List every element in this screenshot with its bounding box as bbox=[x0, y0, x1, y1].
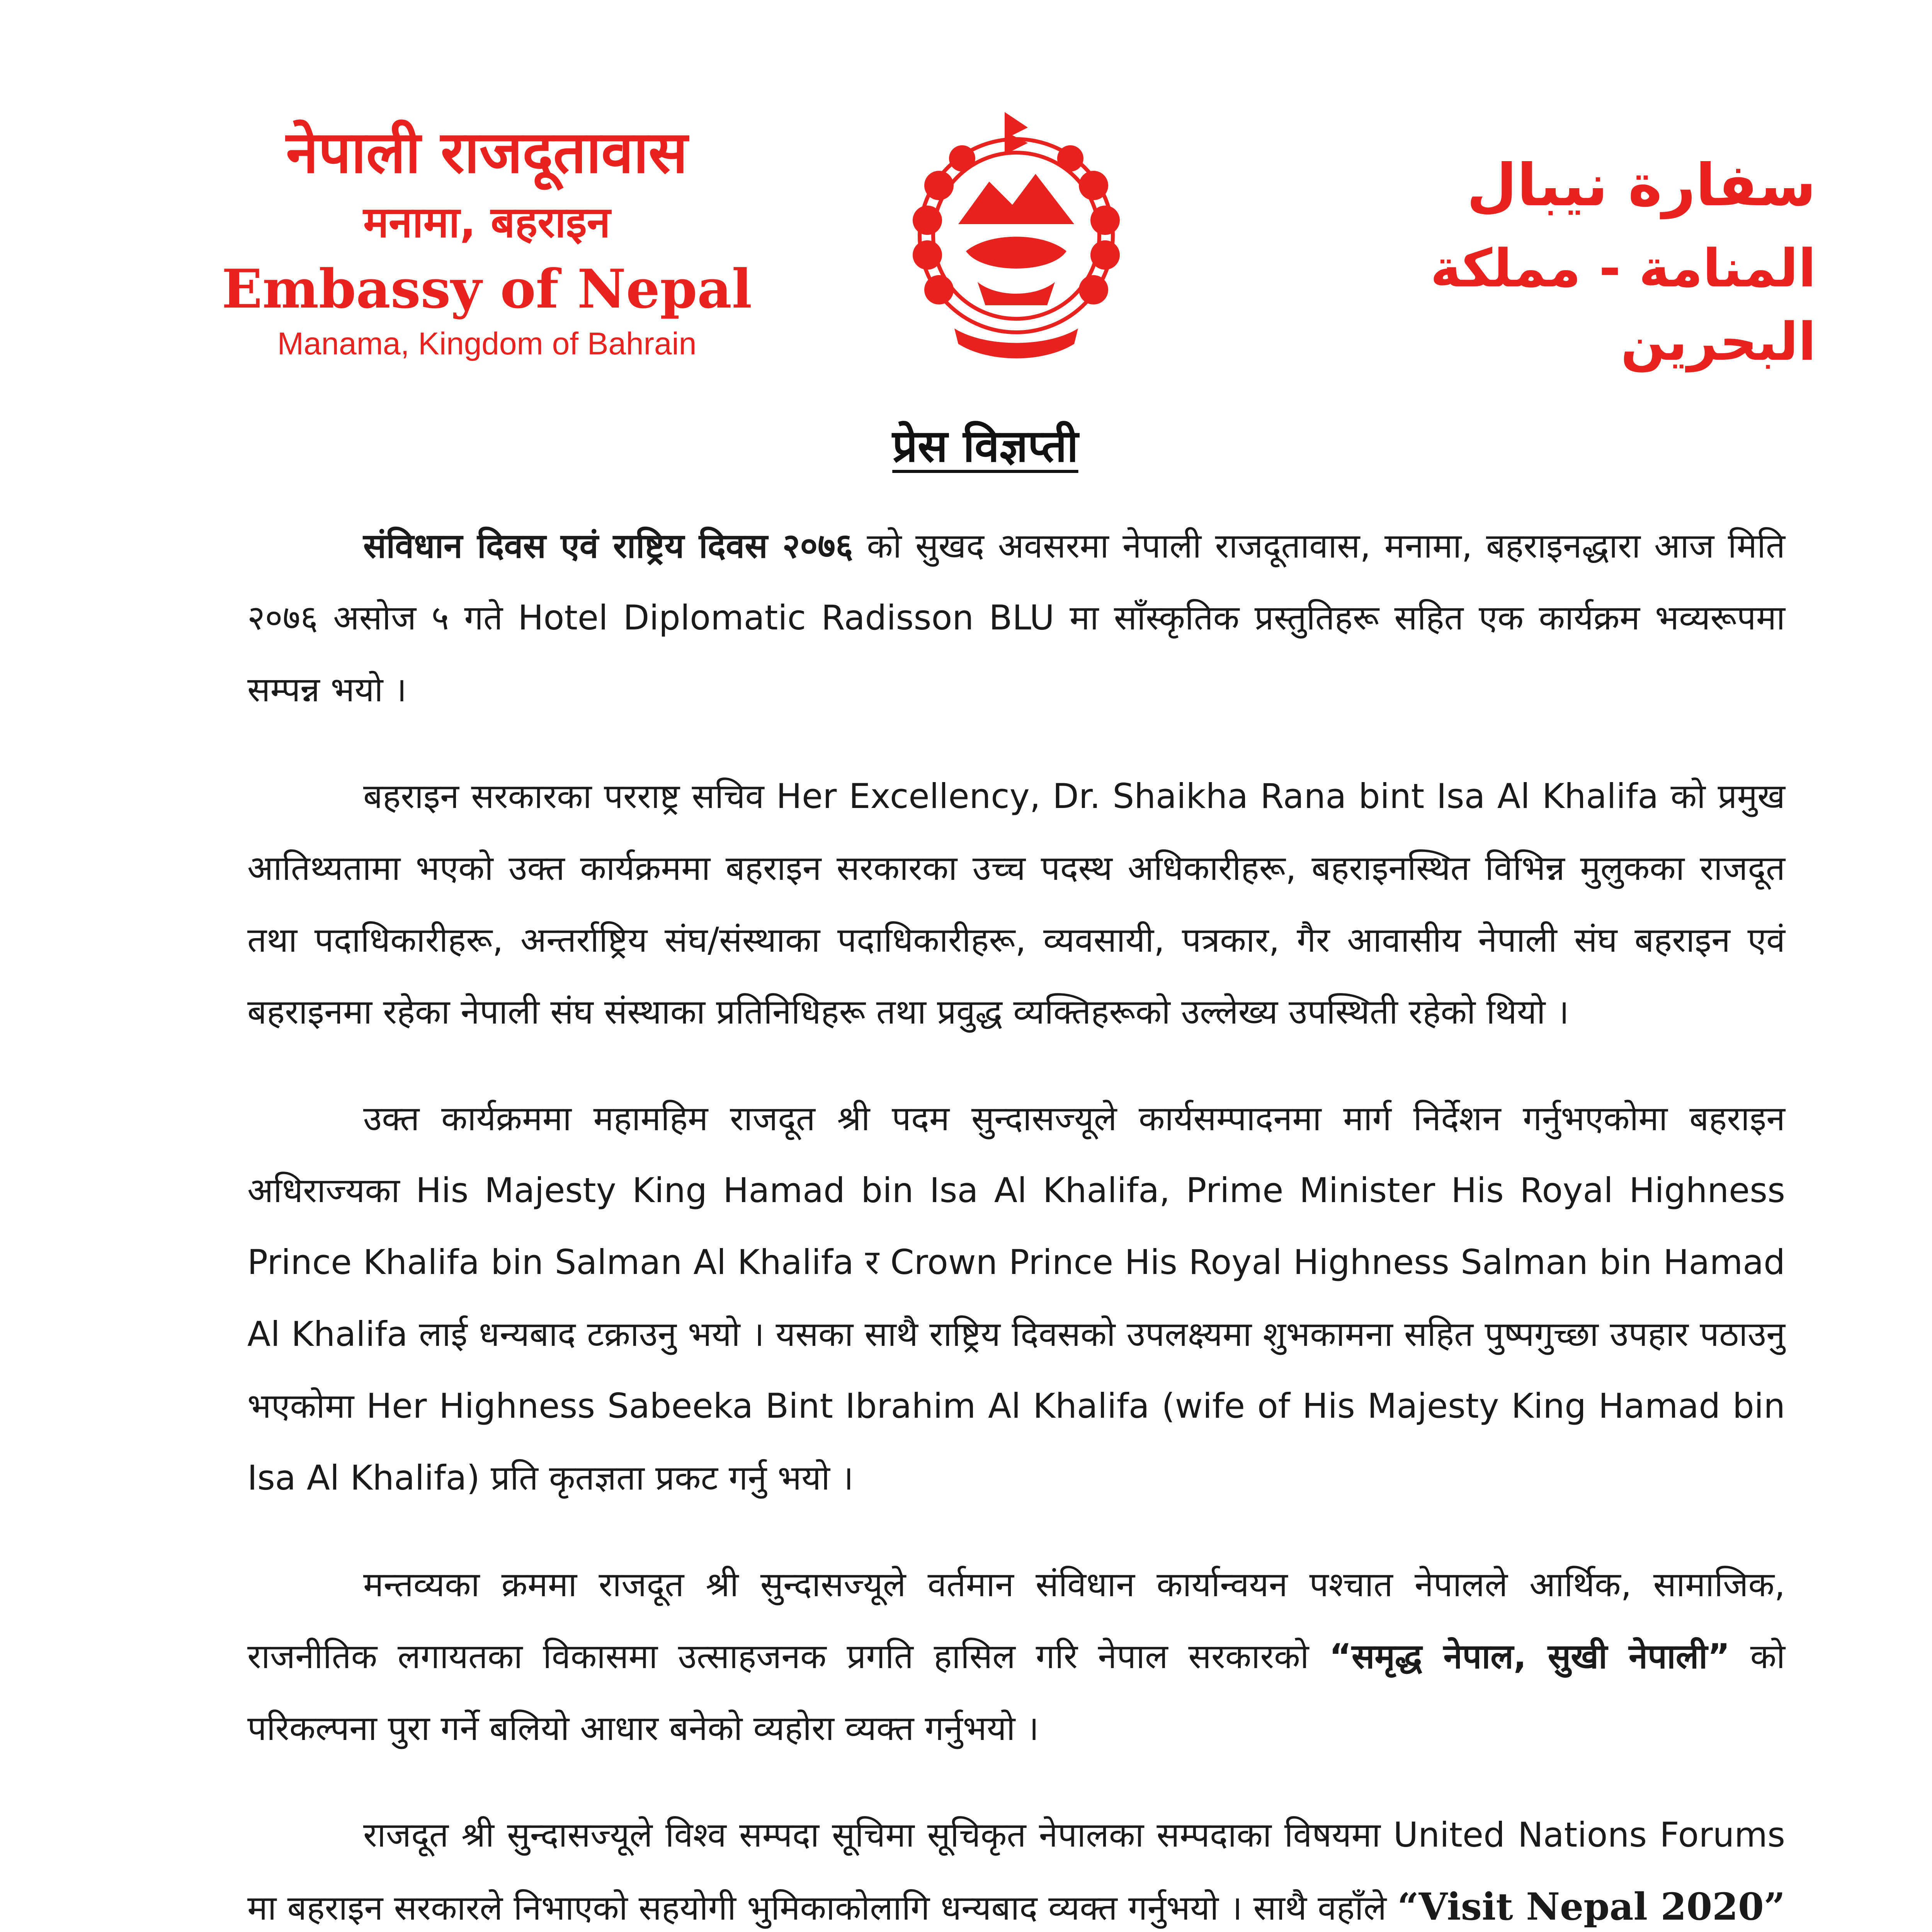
document-title: प्रेस विज्ञप्ती bbox=[892, 420, 1078, 472]
paragraph-5-text-a: राजदूत श्री सुन्दासज्यूले विश्व सम्पदा सूचिमा सूचिकृत नेपालका सम्पदाका विषयमा United Nations Forums मा बहराइन सरकारले निभाएको सहयोगी भुमिकाकोलागि धन्यबाद व्यक्त गर्नुभयो । साथै वहाँले bbox=[247, 1815, 1785, 1928]
paragraph-1-bold: संविधान दिवस एवं राष्ट्रिय दिवस २०७६ bbox=[363, 526, 853, 566]
letterhead-right bbox=[1256, 147, 1816, 379]
embassy-name-english: Embassy of Nepal bbox=[221, 257, 752, 320]
paragraph-4-text-b: को परिकल्पना पुरा गर्ने बलियो आधार बनेको व्यहोरा व्यक्त गर्नुभयो । bbox=[247, 1636, 1785, 1748]
embassy-city-arabic: المنامة - مملكة البحرين bbox=[1430, 238, 1816, 372]
document-body bbox=[247, 510, 1785, 1932]
paragraph-5 bbox=[247, 1799, 1785, 1932]
nepal-coat-of-arms-icon bbox=[889, 97, 1144, 367]
embassy-name-nepali: नेपाली राजदूतावास bbox=[286, 119, 688, 186]
paragraph-3: उक्त कार्यक्रममा महामहिम राजदूत श्री पदम सुन्दासज्यूले कार्यसम्पादनमा मार्ग निर्देशन गर्नुभएकोमा बहराइन अधिराज्यका His Majesty King Hamad bin Isa Al Khalifa, Prime Minister His Royal Highness Prince Khalifa bin Salman Al Khalifa र Crown Prince His Royal Highness Salman bin Hamad Al Khalifa लाई धन्यबाद टक्राउनु भयो । यसका साथै राष्ट्रिय दिवसको उपलक्ष्यमा शुभकामना सहित पुष्पगुच्छा उपहार पठाउनु भएकोमा Her Highness Sabeeka Bint Ibrahim Al Khalifa (wife of His Majesty King Hamad bin Isa Al Khalifa) प्रति कृतज्ञता प्रकट गर्नु भयो । bbox=[247, 1099, 1785, 1498]
paragraph-5-bold: “Visit Nepal 2020” bbox=[1397, 1885, 1786, 1929]
letterhead-left bbox=[216, 116, 757, 365]
embassy-name-arabic: سفارة نيبال bbox=[1466, 152, 1816, 219]
paragraph-1-text: को सुखद अवसरमा नेपाली राजदूतावास, मनामा, बहराइनद्धारा आज मिति २०७६ असोज ५ गते Hotel Diplomatic Radisson BLU मा साँस्कृतिक प्रस्तुतिहरू सहित एक कार्यक्रम भव्यरूपमा सम्पन्न भयो । bbox=[247, 526, 1786, 709]
paragraph-2: बहराइन सरकारका परराष्ट्र सचिव Her Excellency, Dr. Shaikha Rana bint Isa Al Khalifa को प्रमुख आतिथ्यतामा भएको उक्त कार्यक्रममा बहराइन सरकारका उच्च पदस्थ अधिकारीहरू, बहराइनस्थित विभिन्न मुलुकका राजदूत तथा पदाधिकारीहरू, अन्तर्राष्ट्रिय संघ/संस्थाका पदाधिकारीहरू, व्यवसायी, पत्रकार, गैर आवासीय नेपाली संघ बहराइन एवं बहराइनमा रहेका नेपाली संघ संस्थाका प्रतिनिधिहरू तथा प्रवुद्ध व्यक्तिहरूको उल्लेख्य उपस्थिती रहेको थियो । bbox=[247, 776, 1785, 1032]
paragraph-4-bold: “समृद्ध नेपाल, सुखी नेपाली” bbox=[1329, 1636, 1730, 1676]
embassy-city-english: Manama, Kingdom of Bahrain bbox=[277, 326, 697, 361]
embassy-city-nepali: मनामा, बहराइन bbox=[363, 197, 611, 247]
paragraph-4 bbox=[247, 1549, 1785, 1764]
paragraph-1 bbox=[247, 510, 1785, 726]
paragraph-4-text-a: मन्तव्यका क्रममा राजदूत श्री सुन्दासज्यूले वर्तमान संविधान कार्यान्वयन पश्चात नेपालले आर्थिक, सामाजिक, राजनीतिक लगायतका विकासमा उत्साहजनक प्रगति हासिल गरि नेपाल सरकारको bbox=[247, 1565, 1785, 1676]
